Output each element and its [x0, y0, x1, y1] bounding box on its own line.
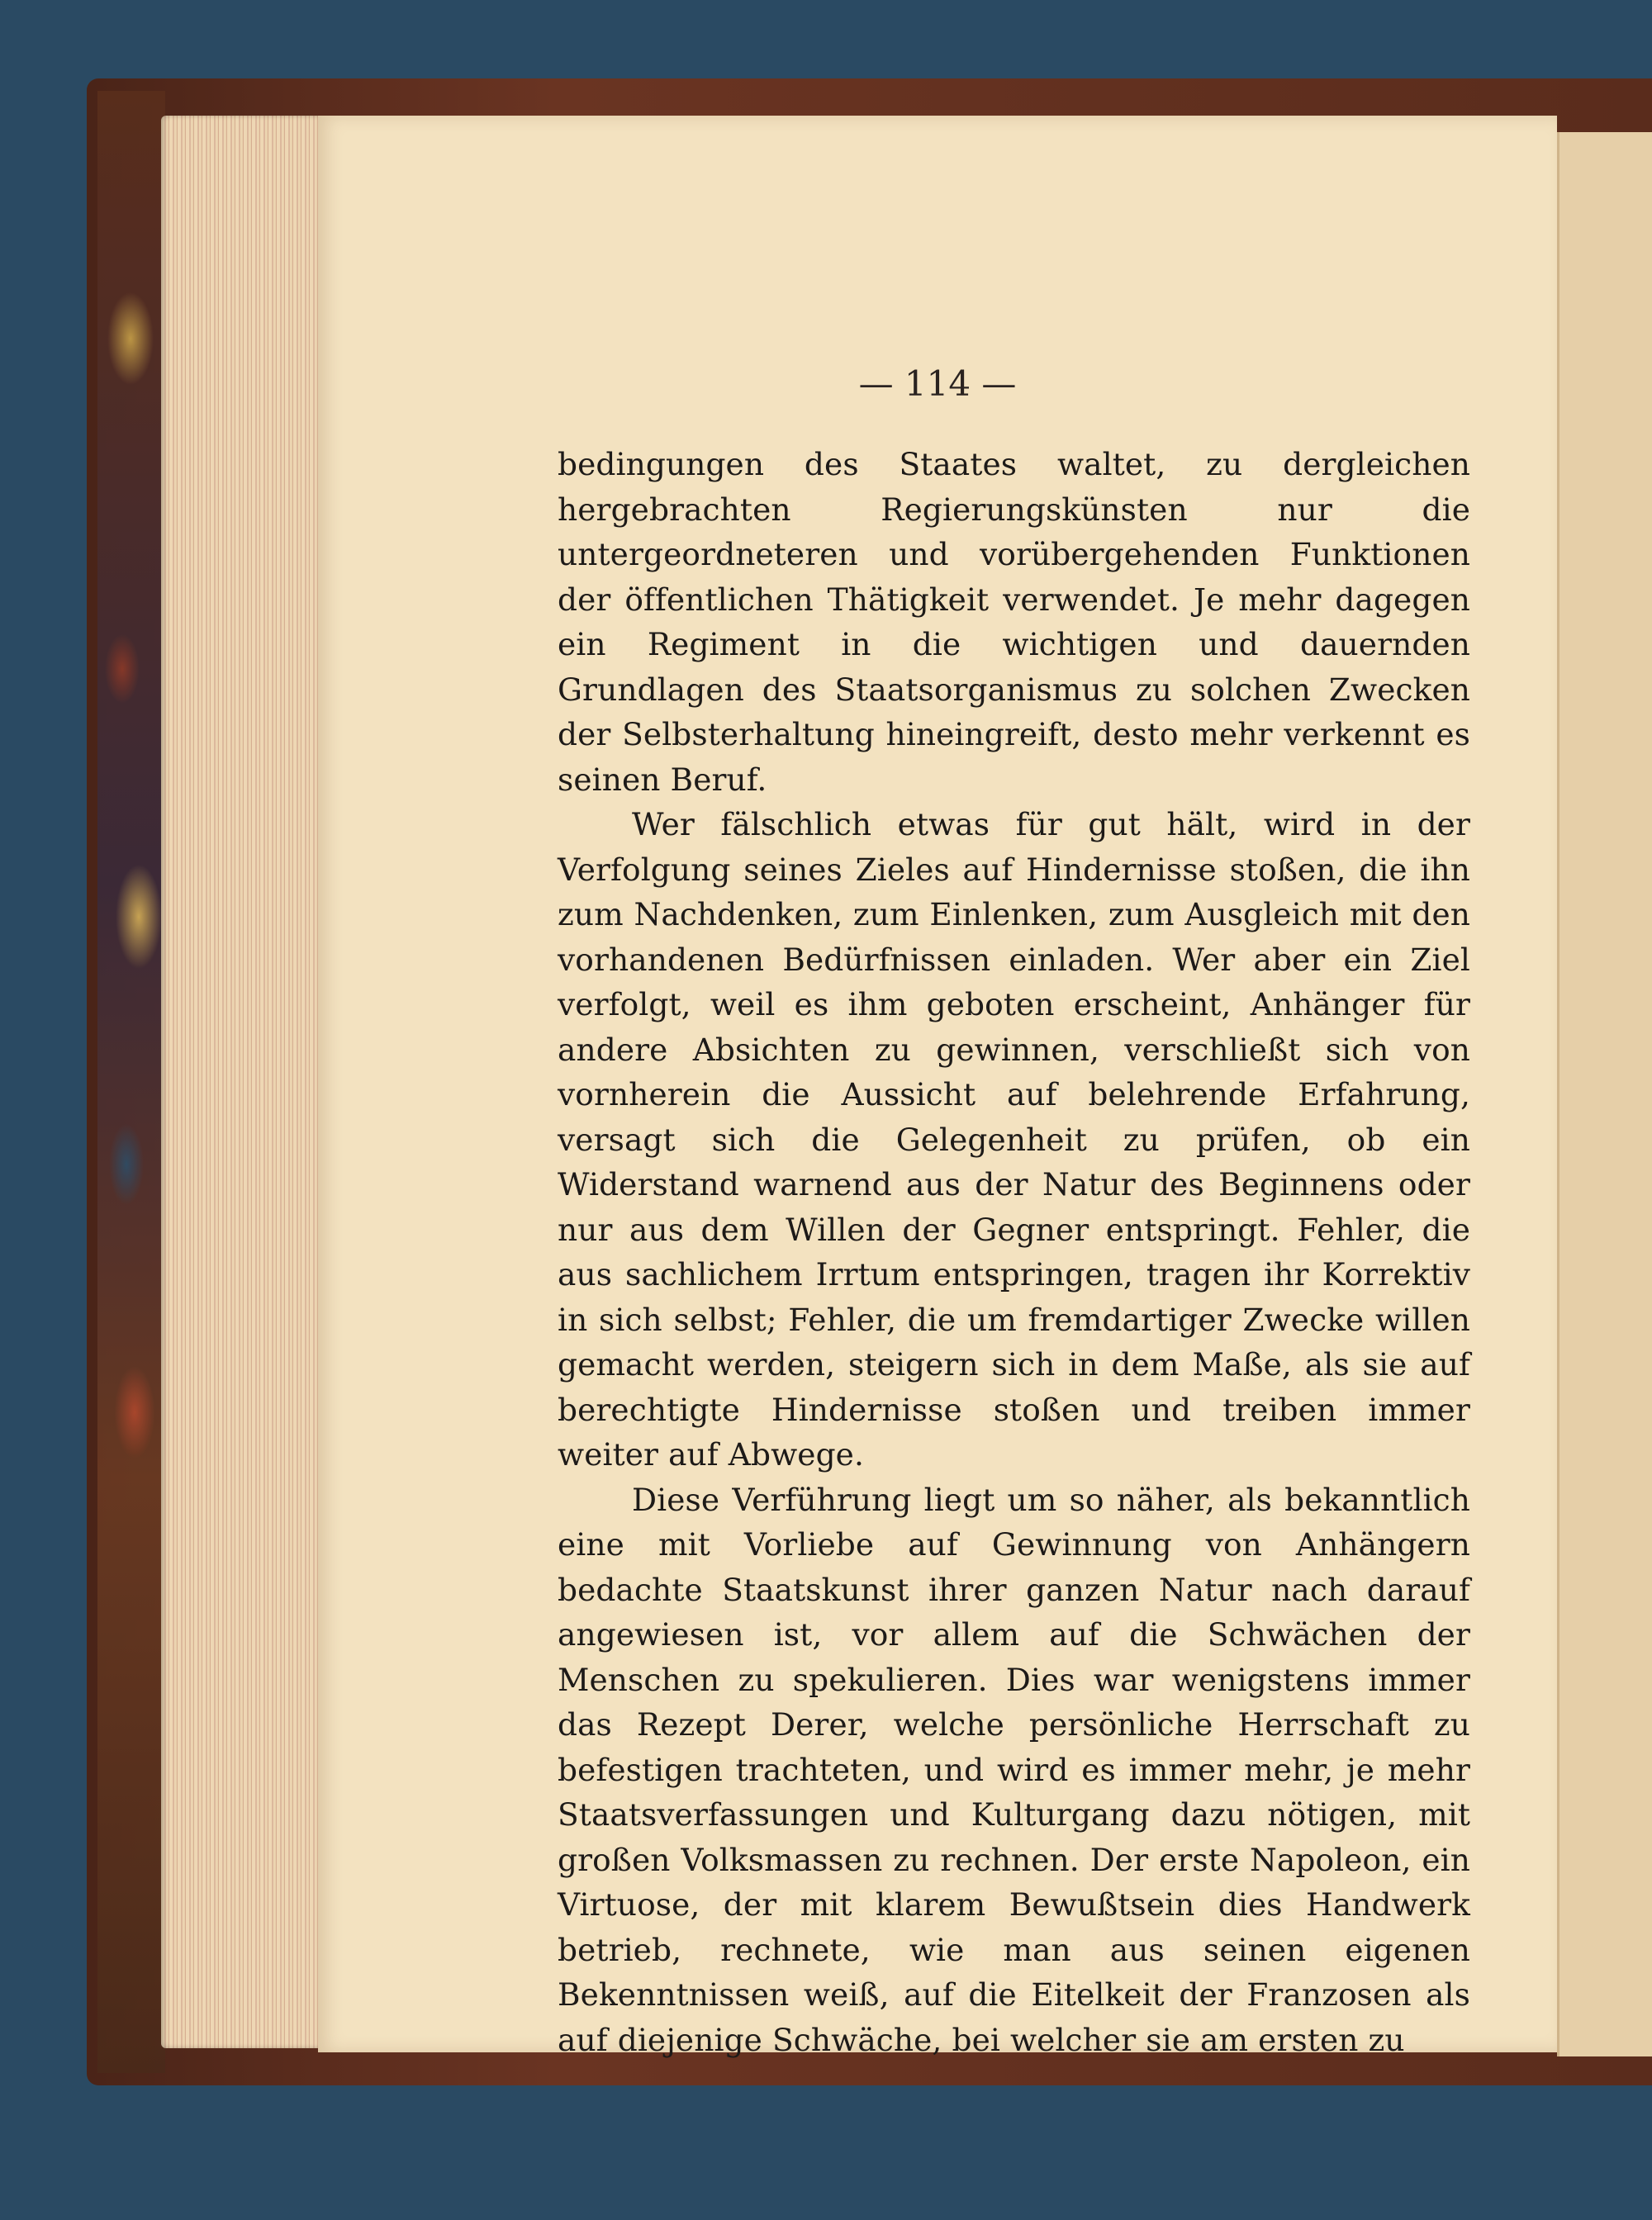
paragraph-2: Wer fälschlich etwas für gut hält, wird in der Verfolgung seines Zieles auf Hindernisse stoßen, die ihn zum Nachdenken, zum Einlenken, zum Ausgleich mit den vorhandenen Bedürfnissen einladen. Wer aber ein Ziel verfolgt, weil es ihm geboten erscheint, Anhänger für andere Absichten zu gewinnen, verschließt sich von vornherein die Aussicht auf belehrende Erfahrung, versagt sich die Gelegenheit zu prüfen, ob ein Widerstand warnend aus der Natur des Beginnens oder nur aus dem Willen der Gegner entspringt. Fehler, die aus sachlichem Irrtum entspringen, tragen ihr Korrektiv in sich selbst; Fehler, die um fremdartiger Zwecke willen gemacht werden, steigern sich in dem Maße, als sie auf berechtigte Hindernisse stoßen und treiben immer weiter auf Abwege.	[558, 806, 1470, 1473]
body-text	[558, 442, 1470, 2062]
paragraph-3: Diese Verführung liegt um so näher, als bekanntlich eine mit Vorliebe auf Gewinnung von Anhängern bedachte Staatskunst ihrer ganzen Natur nach darauf angewiesen ist, vor allem auf die Schwächen der Menschen zu spekulieren. Dies war wenigstens immer das Rezept Derer, welche persönliche Herrschaft zu befestigen trachteten, und wird es immer mehr, je mehr Staatsverfassungen und Kulturgang dazu nötigen, mit großen Volksmassen zu rechnen. Der erste Napoleon, ein Virtuose, der mit klarem Bewußtsein dies Handwerk betrieb, rechnete, wie man aus seinen eigenen Bekenntnissen weiß, auf die Eitelkeit der Franzosen als auf diejenige Schwäche, bei welcher sie am ersten zu	[558, 1481, 1470, 2058]
page-stack-edge	[161, 116, 322, 2048]
facing-page-edge	[1557, 132, 1652, 2056]
page-number: — 114 —	[858, 363, 1017, 404]
marbled-endpaper	[97, 91, 165, 2073]
paragraph-1: bedingungen des Staates waltet, zu dergleichen hergebrachten Regierungskünsten nur die untergeordneteren und vorübergehenden Funktionen der öffentlichen Thätigkeit verwendet. Je mehr dagegen ein Regiment in die wichtigen und dauernden Grundlagen des Staatsorganismus zu solchen Zwecken der Selbsterhaltung hineingreift, desto mehr verkennt es seinen Beruf.	[558, 446, 1470, 798]
book-page	[318, 116, 1557, 2058]
